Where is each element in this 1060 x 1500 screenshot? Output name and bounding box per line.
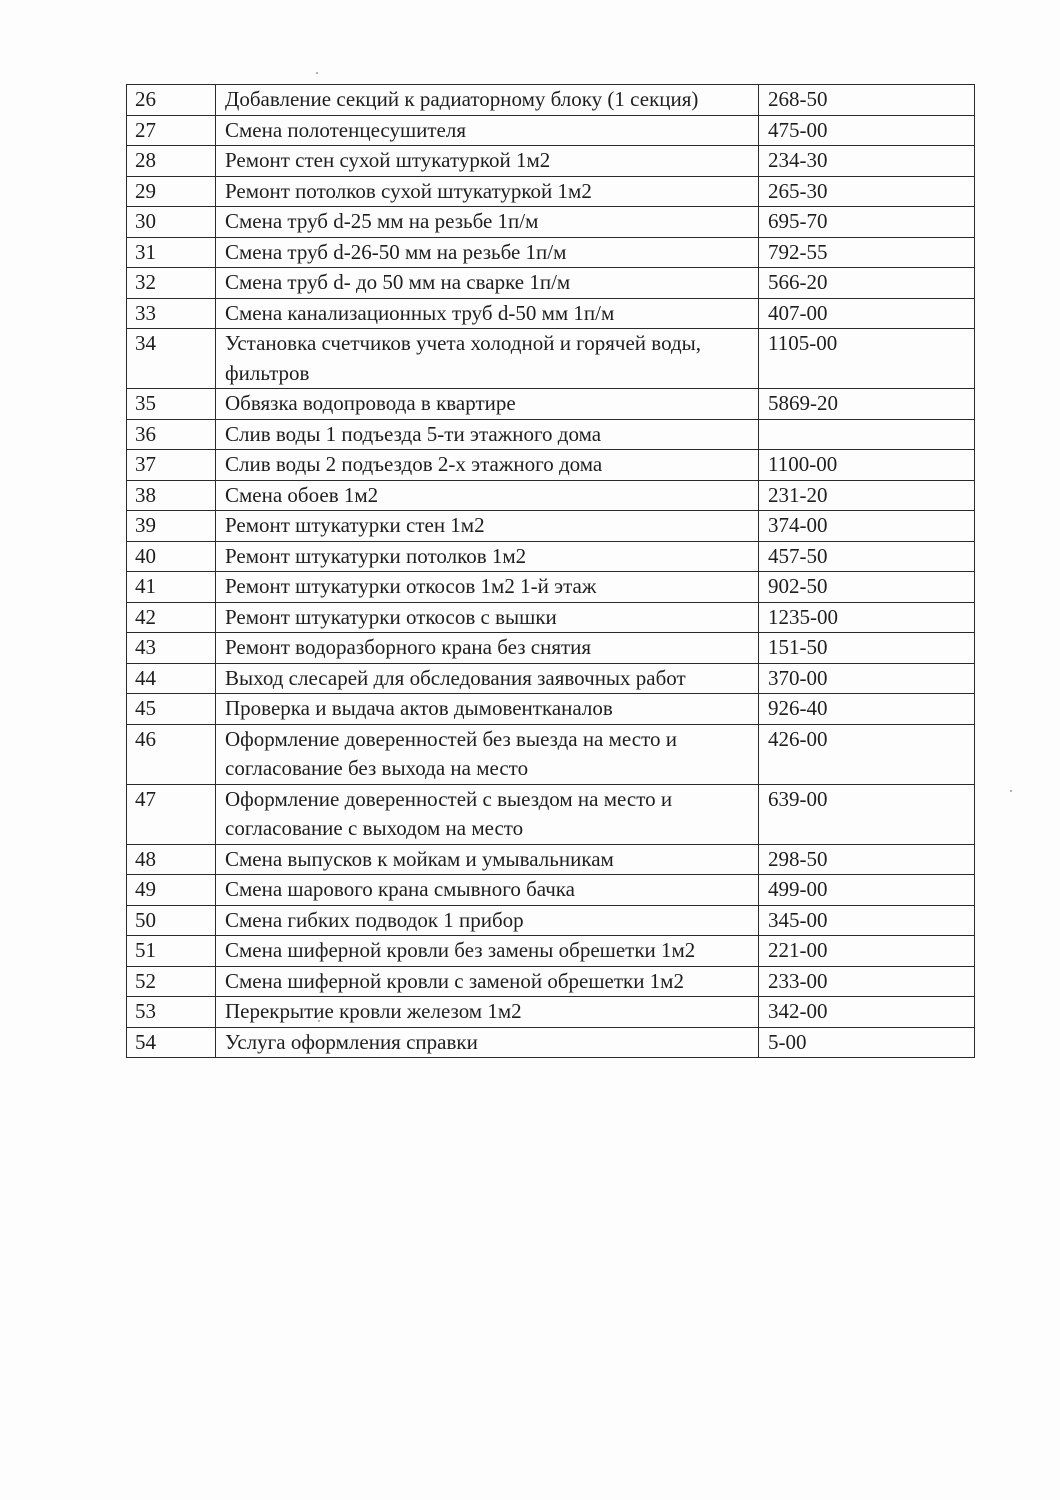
service-description-cell: Ремонт штукатурки потолков 1м2 [216,541,759,572]
price-cell: 234-30 [759,146,975,177]
price-cell: 370-00 [759,663,975,694]
table-row [127,268,975,299]
table-row [127,146,975,177]
service-description-cell: Оформление доверенностей с выездом на место и согласование с выходом на место [216,784,759,844]
price-cell: 374-00 [759,511,975,542]
row-number-cell: 44 [127,663,216,694]
row-number-cell: 39 [127,511,216,542]
service-description-cell: Оформление доверенностей без выезда на место и согласование без выхода на место [216,724,759,784]
table-row [127,237,975,268]
row-number-cell: 38 [127,480,216,511]
table-row [127,784,975,844]
row-number-cell: 50 [127,905,216,936]
service-description-cell: Ремонт стен сухой штукатуркой 1м2 [216,146,759,177]
table-row [127,724,975,784]
table-row [127,329,975,389]
price-cell: 1100-00 [759,450,975,481]
price-cell [759,419,975,450]
service-description-cell: Выход слесарей для обследования заявочных работ [216,663,759,694]
table-row [127,844,975,875]
table-row [127,85,975,116]
service-description-cell: Смена труб d- до 50 мм на сварке 1п/м [216,268,759,299]
table-row [127,1027,975,1058]
row-number-cell: 46 [127,724,216,784]
service-description-cell: Смена труб d-26-50 мм на резьбе 1п/м [216,237,759,268]
row-number-cell: 48 [127,844,216,875]
row-number-cell: 43 [127,633,216,664]
table-row [127,298,975,329]
service-description-cell: Смена шиферной кровли без замены обрешетки 1м2 [216,936,759,967]
table-row [127,663,975,694]
service-description-cell: Слив воды 2 подъездов 2-х этажного дома [216,450,759,481]
price-cell: 407-00 [759,298,975,329]
row-number-cell: 28 [127,146,216,177]
service-description-cell: Ремонт штукатурки откосов 1м2 1-й этаж [216,572,759,603]
row-number-cell: 52 [127,966,216,997]
table-row [127,936,975,967]
service-description-cell: Обвязка водопровода в квартире [216,389,759,420]
table-row [127,176,975,207]
price-table-body [127,85,975,1058]
row-number-cell: 49 [127,875,216,906]
row-number-cell: 35 [127,389,216,420]
table-row [127,905,975,936]
table-row [127,511,975,542]
table-row [127,694,975,725]
row-number-cell: 37 [127,450,216,481]
table-row [127,450,975,481]
price-cell: 151-50 [759,633,975,664]
price-cell: 639-00 [759,784,975,844]
service-description-cell: Смена выпусков к мойкам и умывальникам [216,844,759,875]
table-row [127,541,975,572]
price-cell: 457-50 [759,541,975,572]
row-number-cell: 31 [127,237,216,268]
row-number-cell: 30 [127,207,216,238]
price-cell: 566-20 [759,268,975,299]
price-cell: 5-00 [759,1027,975,1058]
service-description-cell: Ремонт штукатурки откосов с вышки [216,602,759,633]
service-description-cell: Смена труб d-25 мм на резьбе 1п/м [216,207,759,238]
price-cell: 268-50 [759,85,975,116]
price-cell: 233-00 [759,966,975,997]
service-description-cell: Услуга оформления справки [216,1027,759,1058]
price-cell: 792-55 [759,237,975,268]
table-row [127,115,975,146]
row-number-cell: 41 [127,572,216,603]
service-description-cell: Смена гибких подводок 1 прибор [216,905,759,936]
service-description-cell: Смена шиферной кровли с заменой обрешетки 1м2 [216,966,759,997]
service-description-cell: Ремонт потолков сухой штукатуркой 1м2 [216,176,759,207]
service-description-cell: Смена обоев 1м2 [216,480,759,511]
row-number-cell: 33 [127,298,216,329]
table-row [127,389,975,420]
table-row [127,572,975,603]
price-cell: 5869-20 [759,389,975,420]
price-cell: 426-00 [759,724,975,784]
scan-speck [1010,790,1012,792]
service-description-cell: Ремонт водоразборного крана без снятия [216,633,759,664]
table-row [127,633,975,664]
price-cell: 902-50 [759,572,975,603]
price-cell: 499-00 [759,875,975,906]
row-number-cell: 40 [127,541,216,572]
table-row [127,419,975,450]
service-description-cell: Ремонт штукатурки стен 1м2 [216,511,759,542]
price-cell: 265-30 [759,176,975,207]
price-cell: 1105-00 [759,329,975,389]
scan-speck [316,72,318,74]
table-row [127,207,975,238]
price-cell: 926-40 [759,694,975,725]
price-cell: 342-00 [759,997,975,1028]
row-number-cell: 54 [127,1027,216,1058]
row-number-cell: 53 [127,997,216,1028]
row-number-cell: 36 [127,419,216,450]
row-number-cell: 26 [127,85,216,116]
row-number-cell: 51 [127,936,216,967]
price-cell: 475-00 [759,115,975,146]
table-row [127,997,975,1028]
row-number-cell: 45 [127,694,216,725]
price-cell: 298-50 [759,844,975,875]
row-number-cell: 32 [127,268,216,299]
service-description-cell: Добавление секций к радиаторному блоку (1 секция) [216,85,759,116]
row-number-cell: 34 [127,329,216,389]
service-description-cell: Смена полотенцесушителя [216,115,759,146]
table-row [127,480,975,511]
table-row [127,602,975,633]
price-cell: 231-20 [759,480,975,511]
service-description-cell: Перекрытие кровли железом 1м2 [216,997,759,1028]
service-description-cell: Слив воды 1 подъезда 5-ти этажного дома [216,419,759,450]
table-row [127,966,975,997]
row-number-cell: 29 [127,176,216,207]
service-description-cell: Смена канализационных труб d-50 мм 1п/м [216,298,759,329]
price-cell: 1235-00 [759,602,975,633]
price-cell: 695-70 [759,207,975,238]
service-description-cell: Проверка и выдача актов дымовентканалов [216,694,759,725]
table-row [127,875,975,906]
price-cell: 221-00 [759,936,975,967]
service-description-cell: Смена шарового крана смывного бачка [216,875,759,906]
row-number-cell: 27 [127,115,216,146]
price-table [126,84,975,1058]
service-description-cell: Установка счетчиков учета холодной и горячей воды, фильтров [216,329,759,389]
row-number-cell: 42 [127,602,216,633]
row-number-cell: 47 [127,784,216,844]
price-cell: 345-00 [759,905,975,936]
